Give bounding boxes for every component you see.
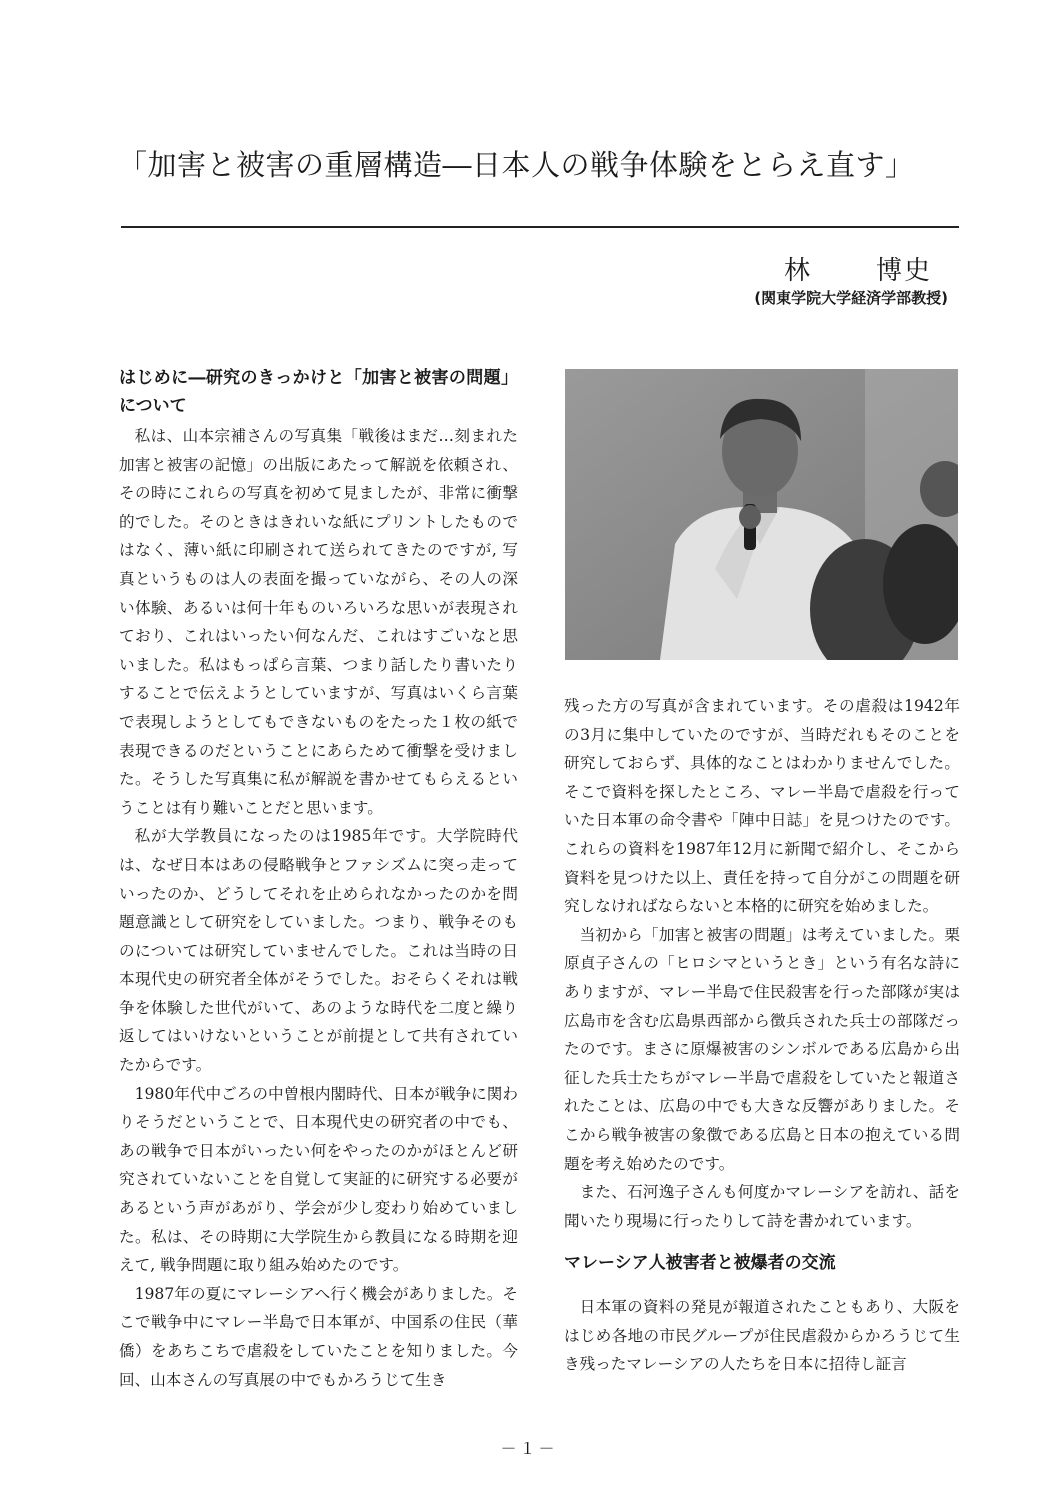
right-column: [564, 692, 960, 1379]
section-heading-introduction: はじめに―研究のきっかけと「加害と被害の問題」について: [119, 368, 518, 416]
page-number: －１－: [500, 1439, 558, 1458]
speaker-photo-illustration: [565, 369, 958, 660]
article-title: 「加害と被害の重層構造―日本人の戦争体験をとらえ直す」: [118, 148, 915, 182]
body-paragraph: 当初から「加害と被害の問題」は考えていました。栗原貞子さんの「ヒロシマというとき」という有名な詩にありますが、マレー半島で住民殺害を行った部隊が実は広島市を含む広島県西部から徴兵された兵士の部隊だったのです。まさに原爆被害のシンボルである広島から出征した兵士たちがマレー半島で虐殺をしていたと報道されたことは、広島の中でも大きな反響がありました。そこから戦争被害の象徴である広島と日本の抱えている問題を考え始めたのです。: [564, 925, 960, 1173]
speaker-photo: [565, 369, 958, 660]
body-paragraph: 1987年の夏にマレーシアへ行く機会がありました。そこで戦争中にマレー半島で日本軍が、中国系の住民（華僑）をあちこちで虐殺をしていたことを知りました。今回、山本さんの写真展の中でもかろうじて生き: [119, 1284, 518, 1389]
body-paragraph: 日本軍の資料の発見が報道されたこともあり、大阪をはじめ各地の市民グループが住民虐殺からかろうじて生き残ったマレーシアの人たちを日本に招待し証言: [564, 1298, 960, 1374]
author-family-name: 林: [783, 256, 812, 286]
body-paragraph-continued: 残った方の写真が含まれています。その虐殺は1942年の3月に集中していたのですが、当時だれもそのことを研究しておらず、具体的なことはわかりませんでした。そこで資料を探したところ、マレー半島で虐殺を行っていた日本軍の命令書や「陣中日誌」を見つけたのです。これらの資料を1987年12月に新聞で紹介し、そこから資料を見つけた以上、責任を持って自分がこの問題を研究しなければならないと本格的に研究を始めました。: [564, 697, 960, 916]
body-paragraph: 私は、山本宗補さんの写真集「戦後はまだ…刻まれた加害と被害の記憶」の出版にあたって解説を依頼され、その時にこれらの写真を初めて見ましたが、非常に衝撃的でした。そのときはきれいな紙にプリントしたものではなく、薄い紙に印刷されて送られてきたのですが, 写真というものは人の表面を撮っていながら、その人の深い体験、あるいは何十年ものいろいろな思いが表現されており、これはいったい何なんだ、これはすごいなと思いました。私はもっぱら言葉、つまり話したり書いたりすることで伝えようとしていますが、写真はいくら言葉で表現しようとしてもできないものをたった１枚の紙で表現できるのだということにあらためて衝撃を受けました。そうした写真集に私が解説を書かせてもらえるということは有り難いことだと思います。: [119, 427, 518, 817]
section-heading-exchange: マレーシア人被害者と被爆者の交流: [564, 1253, 836, 1274]
title-divider: [121, 226, 959, 228]
author-affiliation: (関東学院大学経済学部教授): [754, 289, 948, 307]
author-name: [784, 250, 932, 287]
body-paragraph: また、石河逸子さんも何度かマレーシアを訪れ、話を聞いたり現場に行ったりして詩を書かれています。: [564, 1183, 960, 1230]
body-paragraph: 1980年代中ごろの中曽根内閣時代、日本が戦争に関わりそうだということで、日本現代史の研究者の中でも、あの戦争で日本がいったい何をやったのかがほとんど研究されていないことを自覚して実証的に研究する必要があるという声があがり、学会が少し変わり始めていました。私は、その時期に大学院生から教員になる時期を迎えて, 戦争問題に取り組み始めたのです。: [119, 1084, 518, 1275]
body-paragraph: 私が大学教員になったのは1985年です。大学院時代は、なぜ日本はあの侵略戦争とファシズムに突っ走っていったのか、どうしてそれを止められなかったのかを問題意識として研究をしていました。つまり、戦争そのものについては研究していませんでした。これは当時の日本現代史の研究者全体がそうでした。おそらくそれは戦争を体験した世代がいて、あのような時代を二度と繰り返してはいけないということが前提として共有されていたからです。: [119, 827, 518, 1075]
author-given-name: 博史: [875, 256, 932, 286]
left-column: [119, 364, 518, 1394]
